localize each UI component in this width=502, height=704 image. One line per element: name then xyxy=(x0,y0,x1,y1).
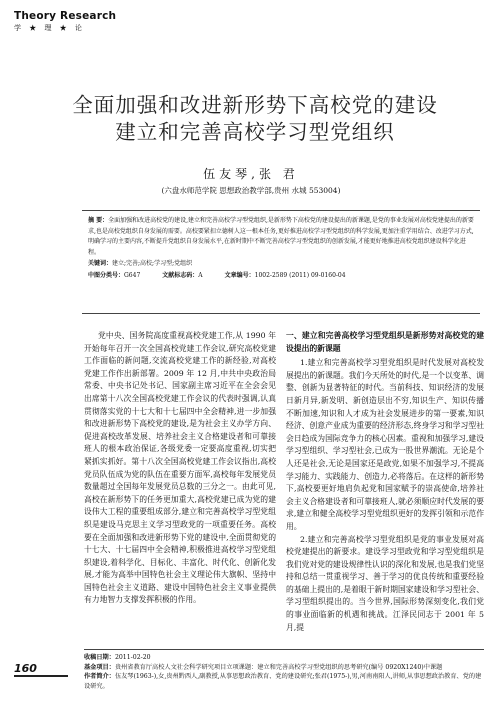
abstract-block xyxy=(82,210,480,314)
article-number-value: 1002-2589 (2011) 09-0160-04 xyxy=(254,271,346,279)
doc-code-value: A xyxy=(198,271,203,279)
page-number: 160 xyxy=(14,662,37,675)
abstract-label: 摘 要： xyxy=(88,217,109,224)
journal-header xyxy=(14,10,144,33)
received-label: 收稿日期： xyxy=(84,654,115,661)
article-title-line-2: 建立和完善高校学习型党组织 xyxy=(115,120,395,144)
fund-label: 基金项目： xyxy=(84,663,115,671)
authors: 伍友琴,张 君 xyxy=(203,167,299,181)
keywords-text: 建立;完善;高校;学习型;党组织 xyxy=(112,260,193,267)
affiliation: (六盘水师范学院 思想政治教学部,贵州 水城 553004) xyxy=(161,186,341,195)
body-paragraph: 2.建立和完善高校学习型党组织是党的事业发展对高校党建提出的新要求。建设学习型政党和学习型党组织是我们党对党的建设规律性认识的深化和发展,也是我们党坚持和总结一贯重视学习、善于学习的优良传统和重要经验的基础上提出的,是着眼于新时期国家建设和学习型社会、学习型组织提出的。当今世界,国际形势深刻变化,我们党的事业面临新的机遇和挑战。江泽民同志于 2001 年 5 月,提 xyxy=(286,534,484,632)
clc-label: 中图分类号： xyxy=(88,271,125,279)
footnotes xyxy=(84,649,484,691)
clc-value: G647 xyxy=(124,271,141,279)
fund-note xyxy=(84,663,484,673)
body-paragraph: 1.建立和完善高校学习型党组织是时代发展对高校发展提出的新课题。我们今天所处的时代,是一个以变革、调整、创新为显著特征的时代。当前科技、知识经济的发展日新月异,新发明、新创造层出不穷,知识生产、知识传播不断加速,知识和人才成为社会发展进步的第一要素,知识经济、创意产业成为重要的经济形态,终身学习和学习型社会日趋成为国际竞争力的核心因素。重视和加强学习,建设学习型组织、学习型社会,已成为一股世界潮流。无论是个人还是社会,无论是国家还是政党,如果不加强学习,不提高学习能力、实践能力、创造力,必将落后。在这样的新形势下,高校要更好地肩负起党和国家赋予的崇高使命,培养社会主义合格建设者和可靠接班人,就必须顺应时代发展的要求,建立和健全高校学习型党组织更好的发挥引领和示范作用。 xyxy=(286,358,484,531)
article-number-label: 文章编号： xyxy=(224,271,255,279)
author-note-value: 伍友琴(1963-),女,贵州黔西人,副教授,从事思想政治教育、党的建设研究;张君(1975-),男,河南南阳人,讲师,从事思想政治教育、党的建设研究。 xyxy=(84,673,482,690)
classification-line xyxy=(88,271,474,282)
article-number xyxy=(225,271,346,282)
clc xyxy=(88,271,140,282)
article-title-line-1: 全面加强和改进新形势下高校党的建设 xyxy=(72,93,438,117)
author-note xyxy=(84,672,484,691)
journal-subtitle: 学 ★ 理 ★ 论 xyxy=(14,24,85,32)
author-note-label: 作者简介： xyxy=(84,673,115,681)
received-date xyxy=(84,653,484,663)
keywords-label: 关键词： xyxy=(88,260,113,267)
received-value: 2011-02-20 xyxy=(114,654,151,661)
doc-code xyxy=(162,271,202,282)
body-right-column xyxy=(286,330,484,634)
body-left-column: 党中央、国务院高度重视高校党建工作,从 1990 年开始每年召开一次全国高校党建工作会议,研究高校党建工作面临的新问题,交流高校党建工作的新经验,对高校党建工作作出新部署。2009 年 12 月,中共中央政治局常委、中央书记处书记、国家副主席习近平在全会会见出席第十八次全国高校党建工作会议的代表时强调,认真贯彻落实党的十七大和十七届四中全会精神,进一步加强和改进新形势下高校党的建设,是为社会主义办学方向、促进高校改革发展、培养社会主义合格建设者和可靠接班人的根本政治保证,各级党委一定要高度重视,切实把紧抓实抓好。第十八次全国高校党建工作会议指出,高校党员队伍成为党的队伍在重要方面军,高校每年发展党员数量超过全国每年发展党员总数的三分之一。由此可见,高校在新形势下的任务更加重大,高校党建已成为党的建设伟大工程的重要组成部分,建立和完善高校学习型党组织是建设马克思主义学习型政党的一项重要任务。高校要在全面加强和改进新形势下党的建设中,全面贯彻党的十七大、十七届四中全会精神,积极推进高校学习型党组织建设,着科学化、目标化、丰富化、时代化、创新化发展,才能为高举中国特色社会主义理论伟大旗帜、坚持中国特色社会主义道路、建设中国特色社会主义事业提供有力地智力支撑发挥积极的作用。 xyxy=(84,331,276,605)
keywords xyxy=(88,259,474,270)
doc-code-label: 文献标志码： xyxy=(162,271,199,279)
page-number-rule xyxy=(14,675,68,677)
section-heading: 一、建立和完善高校学习型党组织是新形势对高校党的建设提出的新课题 xyxy=(286,331,484,353)
abstract xyxy=(88,216,474,258)
abstract-text: 全面加强和改进高校党的建设,建立和完善高校学习型党组织,是新形势下高校党的建设提出的新课题,是党的事业发展对高校党建提出的新要求,也是高校党组织自身发展的需要。高校要紧扣立德树人这一根本任务,更好推进高校学习型党组织的科学发展,更加注重学用结合、改进学习方式,明确学习的主要内容,不断提升党组织自身发展水平,在新时期中不断完善高校学习型党组织的创新发展,才能更好地推进高校党组织建设科学化进程。 xyxy=(88,217,474,256)
journal-name: Theory Research xyxy=(14,10,117,22)
fund-value: 贵州省教育厅高校人文社会科学研究项目立项课题：建立和完善高校学习型党组织的思考研究(编号 0920X1240)中课题 xyxy=(114,663,443,671)
